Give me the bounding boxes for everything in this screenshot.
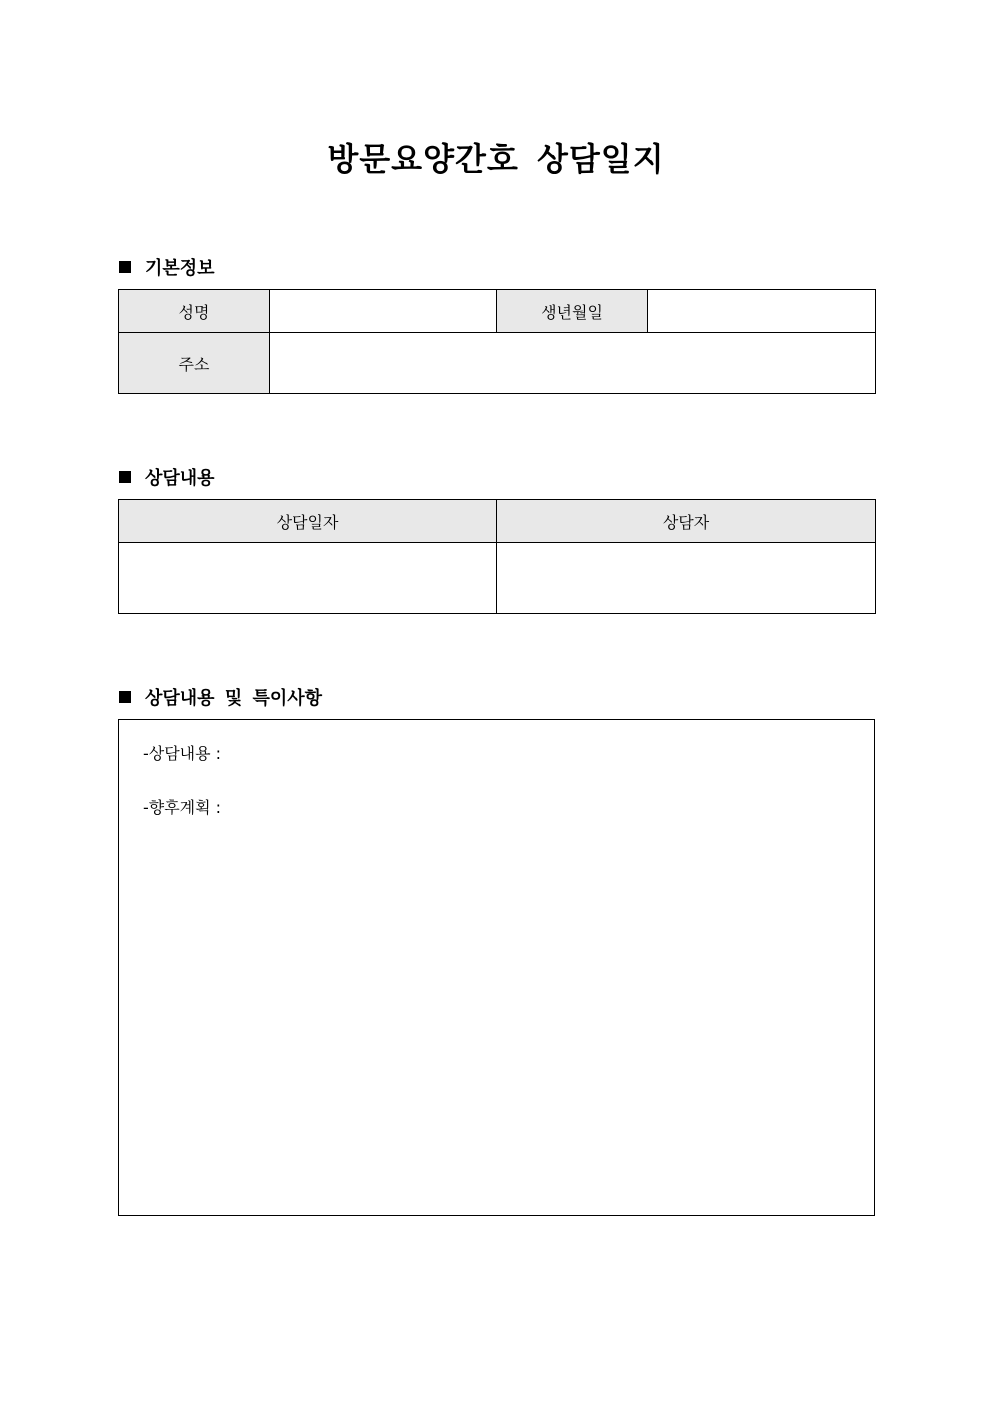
section-heading-label: 상담내용 [145,468,215,489]
consultation-content-line: -상담내용 : [143,744,222,763]
consultation-date-field[interactable] [119,543,497,614]
counselor-field[interactable] [497,543,876,614]
address-label: 주소 [119,333,270,394]
consultation-date-label: 상담일자 [119,500,497,543]
square-bullet-icon [119,471,131,483]
section-heading-consultation [119,464,215,490]
name-field[interactable] [270,290,497,333]
basic-info-table [118,289,876,394]
table-row [119,500,876,543]
section-heading-notes [119,684,322,710]
future-plan-line: -향후계획 : [143,798,222,817]
square-bullet-icon [119,261,131,273]
square-bullet-icon [119,691,131,703]
birthdate-label: 생년월일 [497,290,648,333]
section-heading-label: 상담내용 및 특이사항 [145,688,323,709]
notes-box[interactable] [118,719,875,1216]
name-label: 성명 [119,290,270,333]
table-row [119,290,876,333]
section-heading-label: 기본정보 [145,258,215,279]
section-heading-basic-info [119,254,215,280]
table-row [119,333,876,394]
page-title: 방문요양간호 상담일지 [327,140,665,178]
counselor-label: 상담자 [497,500,876,543]
table-row [119,543,876,614]
consultation-table [118,499,876,614]
address-field[interactable] [270,333,876,394]
birthdate-field[interactable] [648,290,876,333]
